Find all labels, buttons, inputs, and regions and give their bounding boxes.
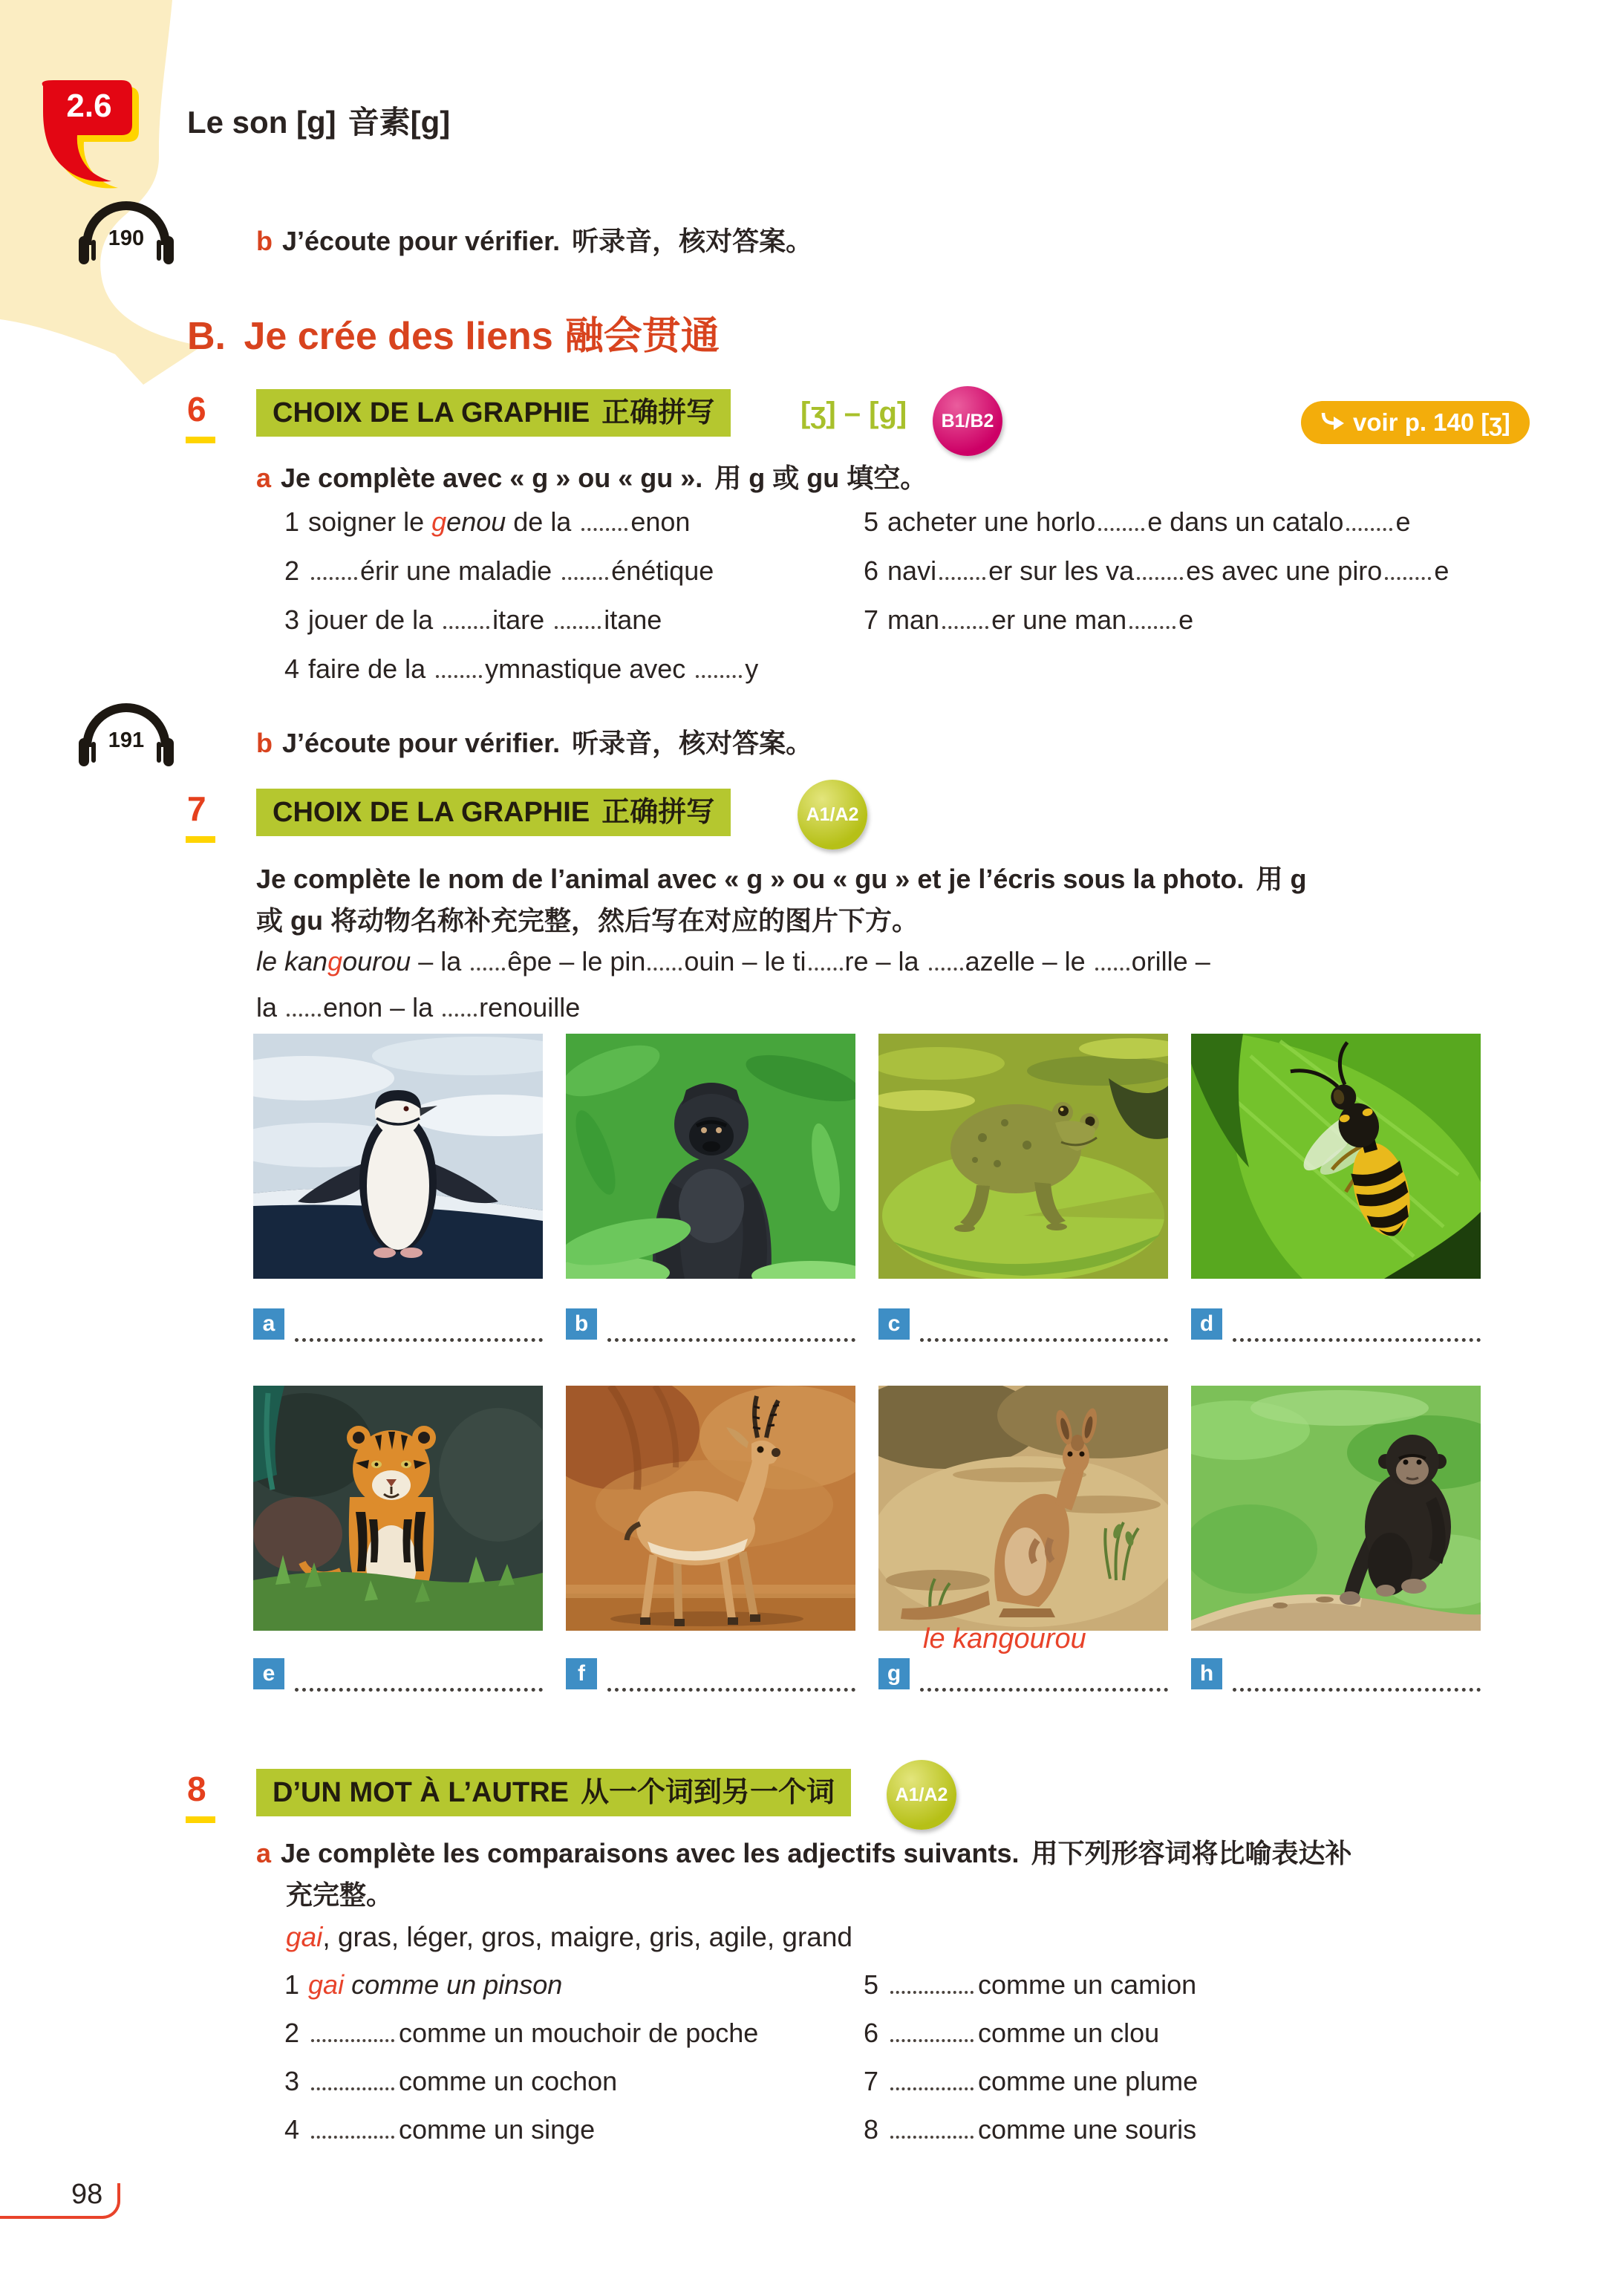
ex6-item-5: 5 acheter une horlo e dans un catalo e bbox=[864, 506, 1411, 537]
photo-label-d: d bbox=[1191, 1308, 1222, 1340]
fill-blank bbox=[942, 622, 988, 629]
caption-blank-line bbox=[607, 1658, 855, 1692]
fill-blank bbox=[311, 2132, 394, 2139]
exercise-6-number: 6 bbox=[187, 390, 206, 428]
section-heading: B. Je crée des liens 融会贯通 bbox=[187, 315, 720, 358]
fill-blank bbox=[471, 964, 505, 971]
listen-instruction-2: b J’écoute pour vérifier. 听录音，核对答案。 bbox=[256, 728, 813, 758]
ex8-item-2: 2 comme un mouchoir de poche bbox=[284, 2018, 759, 2048]
ex6-item-3: 3 jouer de la itare itane bbox=[284, 604, 662, 635]
caption-blank-line bbox=[920, 1658, 1168, 1692]
caption-blank-line bbox=[295, 1658, 543, 1692]
photo-label-c: c bbox=[878, 1308, 910, 1340]
exercise-7-instruction-line2: 或 gu 将动物名称补充完整，然后写在对应的图片下方。 bbox=[256, 905, 919, 936]
fill-blank bbox=[929, 964, 963, 971]
adjective-list: gai, gras, léger, gros, maigre, gris, agile, grand bbox=[286, 1922, 853, 1952]
unit-number: 2.6 bbox=[66, 88, 112, 124]
fill-blank bbox=[890, 2035, 974, 2042]
phoneme-pair: [ʒ] – [g] bbox=[800, 397, 907, 429]
photo-label-b: b bbox=[566, 1308, 597, 1340]
exercise-6-underline bbox=[186, 437, 215, 443]
ex6-item-6: 6 navi er sur les va es avec une piro e bbox=[864, 555, 1449, 586]
listen-instruction-1: b J’écoute pour vérifier. 听录音，核对答案。 bbox=[256, 226, 813, 256]
fill-blank bbox=[648, 964, 682, 971]
page-title-fr: Le son [g] bbox=[187, 105, 336, 140]
ex7-word-list-line2: la enon – la renouille bbox=[256, 992, 581, 1023]
exercise-8-underline bbox=[186, 1816, 215, 1823]
level-badge-a1a2: A1/A2 bbox=[798, 780, 867, 850]
exercise-6-title: CHOIX DE LA GRAPHIE 正确拼写 bbox=[256, 389, 731, 437]
ex8-item-8: 8 comme une souris bbox=[864, 2114, 1197, 2145]
fill-blank bbox=[562, 573, 608, 580]
ex8-item-5: 5 comme un camion bbox=[864, 1969, 1197, 2000]
exercise-8a-instruction-line1: a Je complète les comparaisons avec les adjectifs suivants. 用下列形容词将比喻表达补 bbox=[256, 1838, 1352, 1868]
example-answer-kangourou: le kangourou bbox=[923, 1623, 1086, 1654]
fill-blank bbox=[311, 2084, 394, 2090]
exercise-7-instruction-line1: Je complète le nom de l’animal avec « g » ou « gu » et je l’écris sous la photo. 用 g bbox=[256, 864, 1307, 894]
ex6-item-1: 1 soigner le genou de la enon bbox=[284, 506, 691, 537]
see-page-reference: voir p. 140 [ʒ] bbox=[1301, 401, 1530, 444]
fill-blank bbox=[1346, 524, 1392, 531]
fill-blank bbox=[287, 1010, 321, 1017]
fill-blank bbox=[890, 2084, 974, 2090]
fill-blank bbox=[696, 671, 742, 678]
fill-blank bbox=[311, 573, 357, 580]
photo-label-h: h bbox=[1191, 1658, 1222, 1689]
photo-label-a: a bbox=[253, 1308, 284, 1340]
audio-track-number: 190 bbox=[108, 226, 145, 250]
ex8-item-3: 3 comme un cochon bbox=[284, 2066, 618, 2096]
exercise-8-number: 8 bbox=[187, 1770, 206, 1808]
ex6-item-7: 7 man er une man e bbox=[864, 604, 1194, 635]
photo-penguin bbox=[253, 1034, 543, 1279]
page-title-zh: 音素[g] bbox=[348, 105, 451, 140]
fill-blank bbox=[436, 671, 482, 678]
exercise-letter: b bbox=[256, 226, 273, 256]
photo-frog bbox=[878, 1034, 1168, 1279]
exercise-7-underline bbox=[186, 836, 215, 843]
audio-track-number: 191 bbox=[108, 728, 145, 752]
fill-blank bbox=[581, 524, 627, 531]
fill-blank bbox=[443, 622, 489, 629]
page-title bbox=[187, 98, 450, 143]
fill-blank bbox=[443, 1010, 477, 1017]
exercise-7-title: CHOIX DE LA GRAPHIE 正确拼写 bbox=[256, 789, 731, 836]
fill-blank bbox=[1129, 622, 1175, 629]
photo-label-f: f bbox=[566, 1658, 597, 1689]
fill-blank bbox=[1095, 964, 1129, 971]
ex8-item-4: 4 comme un singe bbox=[284, 2114, 596, 2145]
photo-chimpanzee bbox=[1191, 1386, 1481, 1631]
ex6-item-2: 2 érir une maladie énétique bbox=[284, 555, 714, 586]
fill-blank bbox=[939, 573, 985, 580]
caption-blank-line bbox=[1233, 1308, 1481, 1342]
fill-blank bbox=[890, 1987, 974, 1994]
fill-blank bbox=[555, 622, 601, 629]
ex7-word-list-line1: le kangourou – la êpe – le pin ouin – le ti re – la azelle – le orille – bbox=[256, 946, 1210, 977]
fill-blank bbox=[311, 2035, 394, 2042]
photo-label-g: g bbox=[878, 1658, 910, 1689]
exercise-8a-instruction-line2: 充完整。 bbox=[286, 1879, 394, 1910]
exercise-7-number: 7 bbox=[187, 789, 206, 828]
ex8-item-7: 7 comme une plume bbox=[864, 2066, 1199, 2096]
exercise-8-title: D’UN MOT À L’AUTRE 从一个词到另一个词 bbox=[256, 1769, 851, 1816]
caption-blank-line bbox=[607, 1308, 855, 1342]
fill-blank bbox=[809, 964, 843, 971]
level-badge-b1b2: B1/B2 bbox=[933, 386, 1002, 456]
fill-blank bbox=[1137, 573, 1183, 580]
caption-blank-line bbox=[1233, 1658, 1481, 1692]
curved-arrow-icon bbox=[1320, 412, 1346, 433]
ex6-item-4: 4 faire de la ymnastique avec y bbox=[284, 653, 759, 684]
photo-gorilla bbox=[566, 1034, 855, 1279]
photo-label-e: e bbox=[253, 1658, 284, 1689]
level-badge-a1a2: A1/A2 bbox=[887, 1760, 956, 1830]
photo-tiger bbox=[253, 1386, 543, 1631]
caption-blank-line bbox=[920, 1308, 1168, 1342]
page-number: 98 bbox=[71, 2179, 103, 2210]
photo-kangaroo bbox=[878, 1386, 1168, 1631]
fill-blank bbox=[890, 2132, 974, 2139]
ex8-item-6: 6 comme un clou bbox=[864, 2018, 1160, 2048]
photo-gazelle bbox=[566, 1386, 855, 1631]
fill-blank bbox=[1098, 524, 1144, 531]
fill-blank bbox=[1385, 573, 1431, 580]
exercise-6a-instruction: a Je complète avec « g » ou « gu ». 用 g 或 gu 填空。 bbox=[256, 463, 927, 493]
ex8-item-1: 1 gai comme un pinson bbox=[284, 1969, 563, 2000]
caption-blank-line bbox=[295, 1308, 543, 1342]
exercise-letter: b bbox=[256, 728, 273, 758]
photo-wasp bbox=[1191, 1034, 1481, 1279]
